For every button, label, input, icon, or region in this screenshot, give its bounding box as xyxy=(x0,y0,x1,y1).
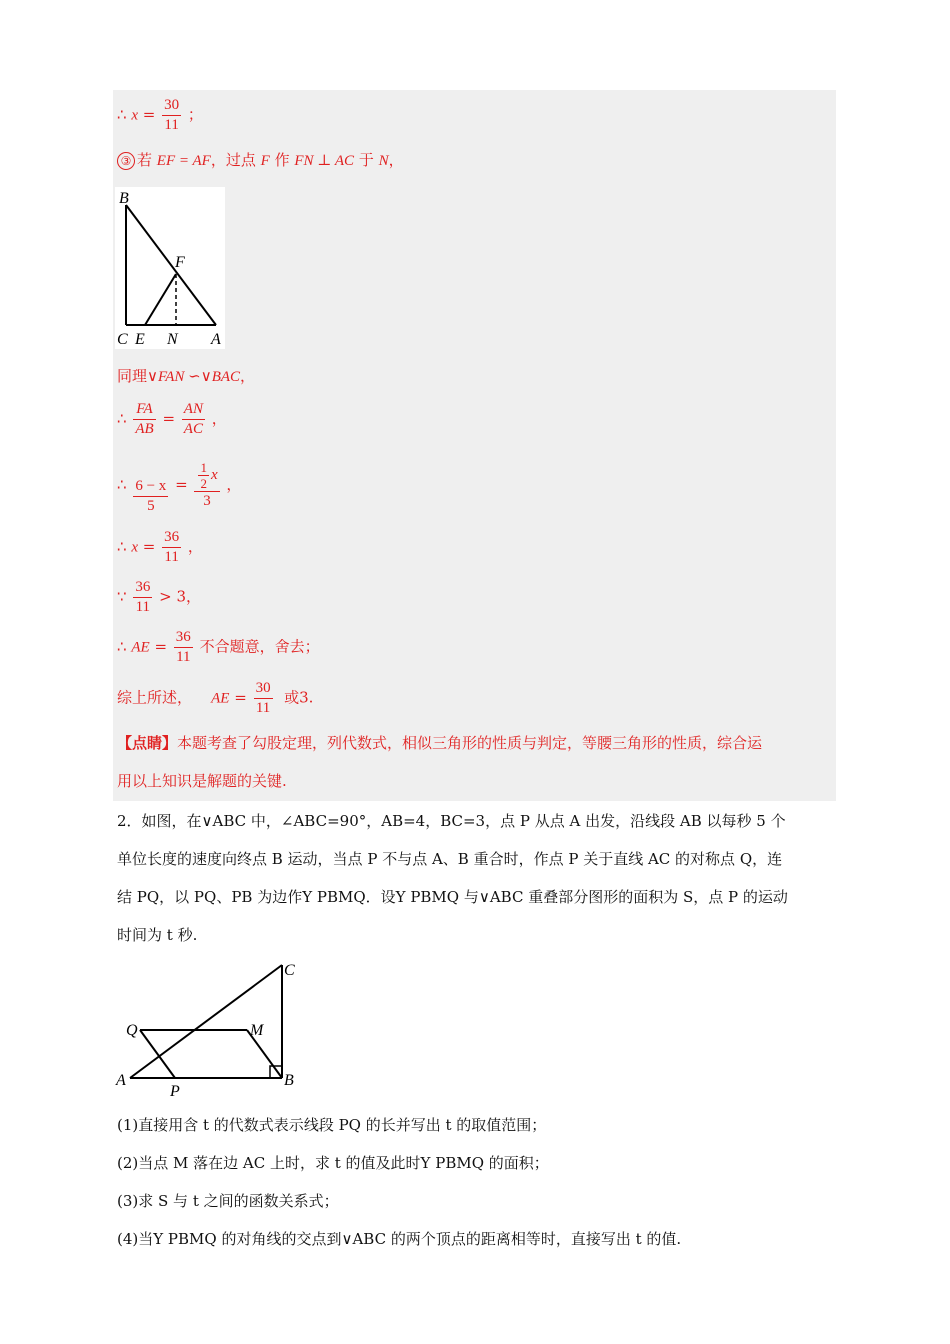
label-M: M xyxy=(250,1022,264,1039)
step-x-equals-30-11: ∴ x = $\frac{30}{11}$ ； xyxy=(117,97,203,133)
comparison-line: ∵ $\frac{36}{11}$ > 3， xyxy=(117,579,202,615)
question-1: (1)直接用含 t 的代数式表示线段 PQ 的长并写出 t 的取值范围； xyxy=(117,1116,547,1134)
ratio-equation: ∴ $\frac{FA}{AB}$ = $\frac{AN}{AC}$ ， xyxy=(117,401,227,437)
case-3-heading: ③ 若 EF = AF，过点 F 作 FN ⊥ AC 于 N， xyxy=(117,150,404,171)
label-B: B xyxy=(284,1072,294,1089)
label-N: N xyxy=(167,331,178,348)
label-B: B xyxy=(119,190,129,207)
question-2: (2)当点 M 落在边 AC 上时，求 t 的值及此时Y PBMQ 的面积； xyxy=(117,1154,549,1172)
label-F: F xyxy=(175,254,185,271)
side-QP xyxy=(140,1030,175,1078)
reject-line: ∴ AE = $\frac{36}{11}$ 不合题意，舍去； xyxy=(117,629,320,665)
label-A: A xyxy=(116,1072,126,1089)
step-x-equals-36-11: ∴ x = $\frac{36}{11}$ ， xyxy=(117,529,203,565)
triangle-figure-1 xyxy=(115,187,225,349)
question-4: (4)当Y PBMQ 的对角线的交点到∨ABC 的两个顶点的距离相等时，直接写出 t 的值. xyxy=(117,1230,682,1248)
conclusion-line: 综上所述， AE = $\frac{30}{11}$ 或3. xyxy=(117,680,314,716)
circled-number-3: ③ xyxy=(117,152,135,170)
comment-block: 【点睛】本题考查了勾股定理，列代数式，相似三角形的性质与判定，等腰三角形的性质，综合运 用以上知识是解题的关键. xyxy=(117,734,763,790)
label-C: C xyxy=(284,962,295,979)
problem-2-statement: 2．如图，在∨ABC 中，∠ABC=90°，AB=4，BC=3，点 P 从点 A 出发，沿线段 AB 以每秒 5 个 单位长度的速度向终点 B 运动，当点 P 不与点 A、B 重合时，作点 P 关于直线 AC 的对称点 Q，连 结 PQ，以 PQ、PB 为边作Y PBMQ．设Y PBMQ 与∨ABC 重叠部分图形的面积为 S，点 P 的运动 时间为 t 秒. xyxy=(117,812,788,944)
label-A: A xyxy=(211,331,221,348)
label-Q: Q xyxy=(126,1022,138,1039)
question-3: (3)求 S 与 t 之间的函数关系式； xyxy=(117,1192,339,1210)
substitution-equation: ∴ $\frac{6 - x}{5}$ = $\frac{1}{2}$ x 3 ， xyxy=(117,460,242,514)
label-P: P xyxy=(170,1083,180,1100)
label-E: E xyxy=(135,331,145,348)
similar-triangles-line: 同理∨FAN ∽∨BAC， xyxy=(117,367,256,385)
comment-label: 【点睛】 xyxy=(117,734,178,752)
label-C: C xyxy=(117,331,128,348)
parallelogram-figure-2 xyxy=(112,955,312,1100)
